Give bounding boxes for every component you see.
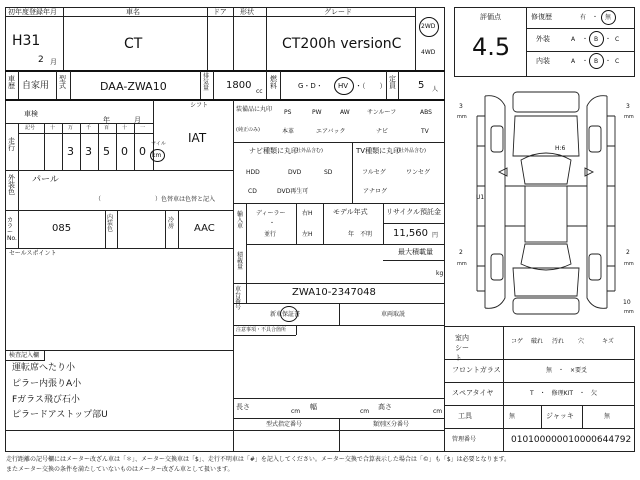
navi-hdd: HDD [246, 169, 260, 176]
diagram-label-bottom-right: 2 [626, 249, 630, 256]
mileage-col-100k: 十 [50, 125, 56, 131]
sheet-dirt: 汚れ [552, 338, 565, 345]
length-unit: cm [291, 408, 301, 415]
category-number-label: 類別区分番号 [373, 421, 410, 428]
jack-label: ジャッキ [546, 412, 574, 420]
import-left-hand: 左H [302, 231, 313, 238]
equipment-ps: PS [284, 109, 292, 116]
width-unit: cm [360, 408, 370, 415]
shape-label: 形状 [240, 8, 254, 16]
mileage-digit: 0 [121, 145, 128, 158]
spare-tire-value: T ・ 修理KIT ・ 欠 [530, 390, 598, 397]
height-label: 高さ [378, 403, 392, 411]
month-unit: 月 [50, 58, 57, 66]
interior-grade-c: C [615, 58, 620, 65]
ac-value: AAC [194, 223, 215, 234]
footnote-line1: 走行距離の記号欄にはメーター改ざん車は「＊」、メーター交換車は「$」、走行不明車は「#」を記入してください。メーター交換で合算表示した場合は「©」も「$」は必要となります。 [6, 456, 511, 463]
sales-point-label: セールスポイント [9, 250, 57, 257]
diagram-unit: mm [457, 114, 467, 120]
diagram-unit: mm [624, 309, 634, 315]
equipment-aw: AW [340, 109, 350, 116]
inspector-note: ピラー内張りA小 [12, 379, 82, 389]
equipment-leather: 本革 [282, 128, 295, 135]
inspector-note: Fガラス飛び石小 [12, 395, 80, 405]
capacity-label: 定員 [389, 75, 396, 90]
reg-year-value: H31 [12, 33, 41, 49]
equipment-airbag: エアバック [316, 128, 346, 135]
exterior-note: ）色替車は色替と記入 [155, 196, 216, 203]
mileage-unit-mile: マイル [151, 141, 166, 147]
equipment-abs: ABS [420, 109, 432, 116]
tools-label: 工具 [458, 412, 472, 420]
diagram-label-rear: 10 [623, 299, 631, 306]
manual: 車両取説 [381, 311, 406, 318]
repair-no: 無 [605, 14, 612, 21]
capacity-unit: 人 [432, 86, 439, 93]
equipment-navi: ナビ [376, 128, 389, 135]
interior-grade-b: B [594, 58, 599, 65]
load-label: 最大積載量 [398, 248, 433, 256]
car-name-value: CT [124, 36, 143, 52]
inspector-label: 検査記入欄 [9, 352, 40, 359]
mgmt-value: 010100000010000644792 [511, 435, 632, 445]
diagram-label-bottom-left: 2 [459, 249, 463, 256]
jack-value: 無 [604, 413, 611, 420]
reg-month-value: 2 [38, 55, 44, 65]
import-dot: ・ [269, 220, 276, 227]
model-year-label: モデル年式 [333, 208, 368, 216]
sheet-hole: 穴 [578, 338, 585, 345]
front-glass-label: フロントガラス [452, 366, 501, 374]
exterior-grade-c: C [615, 36, 620, 43]
equipment-sunroof: サンルーフ [367, 109, 397, 116]
mileage-col-symbol: 記号 [25, 125, 36, 131]
model-year-value: 年 不明 [348, 231, 373, 238]
grade-value: CT200h versionC [282, 36, 402, 52]
length-label: 長さ [236, 403, 250, 411]
car-name-label: 車名 [126, 8, 140, 16]
sheet-burn: コゲ [511, 338, 524, 345]
recycle-value: 11,560 [393, 228, 428, 239]
diagram-unit: mm [624, 114, 634, 120]
reg-year-label: 初年度登録年月 [8, 8, 57, 16]
navi-dvd: DVD [288, 169, 302, 176]
score-label: 評価点 [480, 13, 501, 21]
equipment-tv: TV [421, 128, 429, 135]
use-label: 車歴 [8, 75, 15, 90]
fuel-options: G・D・ [298, 82, 323, 90]
exterior-grade-b: B [594, 36, 599, 43]
equipment-pw: PW [312, 109, 322, 116]
fuel-selected: HV [338, 82, 349, 90]
mileage-unit-km: km [152, 152, 162, 159]
capacity-value: 5 [418, 80, 425, 91]
navi-cd: CD [248, 188, 257, 195]
tv-oneseg: ワンセグ [406, 169, 431, 176]
model-value: DAA-ZWA10 [100, 80, 167, 93]
interior-grade-a: A [571, 58, 576, 65]
mileage-col-1k: 千 [86, 125, 92, 131]
new-car-warranty: 新車保証書 [270, 311, 301, 318]
inspector-note: ピラードアストップ部U [12, 410, 108, 420]
mileage-digit: 0 [139, 145, 146, 158]
mileage-digit: 5 [103, 145, 110, 158]
interior-grade-label: 内装 [536, 57, 550, 65]
shift-label: シフト [190, 102, 209, 109]
load-unit: kg [436, 270, 444, 277]
import-label: 輸入車 [237, 211, 244, 230]
diagram-label-top-right: 3 [626, 103, 630, 110]
load-vertical-label: 積載量 [237, 252, 244, 271]
spare-tire-label: スペアタイヤ [452, 389, 494, 397]
import-dealer: ディーラー [256, 210, 286, 217]
navi-label: ナビ種類に丸印 [249, 147, 298, 155]
navi-dvd-play: DVD再生可 [277, 188, 309, 195]
fuel-label: 燃料 [270, 75, 277, 90]
mileage-digit: 3 [85, 145, 92, 158]
chassis-value: ZWA10-2347048 [292, 287, 376, 298]
navi-sd: SD [324, 169, 333, 176]
inspection-year: 年 [103, 116, 110, 124]
exterior-label: 外装色 [8, 174, 15, 196]
displacement-value: 1800 [226, 80, 252, 91]
tv-label: TV種類に丸印 [356, 147, 401, 155]
ac-label: 冷房 [168, 217, 175, 230]
drive-2wd: 2WD [421, 23, 436, 30]
equipment-sub-label: (純正のみ) [236, 127, 260, 133]
footnote-line2: またメーター交換の条件を満たしていないものはメーター改ざん車として扱います。 [6, 466, 234, 473]
height-unit: cm [433, 408, 443, 415]
repair-yes: 有 [580, 14, 587, 21]
sheet-tear: 破れ [531, 338, 544, 345]
interior-sheet-label: 室内シート [455, 334, 469, 362]
diagram-unit: mm [624, 261, 634, 267]
notice-label: 注意事項・不具合箇所 [236, 327, 287, 333]
recycle-unit: 円 [432, 232, 439, 239]
mileage-col-100: 百 [104, 125, 110, 131]
diagram-label-top-left: 3 [459, 103, 463, 110]
inspection-month: 月 [134, 116, 141, 124]
use-value: 自家用 [22, 81, 50, 91]
navi-sub: (社外品含む) [294, 148, 323, 154]
recycle-label: リサイクル預託金 [386, 208, 442, 216]
displacement-label: 排気量 [203, 73, 210, 92]
import-right-hand: 右H [302, 210, 313, 217]
exterior-grade-label: 外装 [536, 35, 550, 43]
grade-label: グレード [324, 8, 352, 16]
chassis-label: 車台番号 [235, 286, 242, 311]
damage-mark-u1: U1 [476, 194, 485, 201]
inspector-note: 運転席へたり小 [12, 363, 76, 373]
mgmt-label: 管理番号 [452, 436, 477, 443]
equipment-label: 装備品に丸印 [236, 106, 273, 113]
repair-label: 修復歴 [531, 13, 552, 21]
mileage-label: 走行 [8, 137, 15, 152]
car-outline-diagram [455, 86, 637, 318]
mileage-col-1: 一 [140, 125, 146, 131]
fuel-other: ・（ ） [355, 82, 387, 90]
tv-sub: (社外品含む) [397, 148, 426, 154]
tv-fullseg: フルセグ [362, 169, 386, 176]
diagram-unit: mm [457, 261, 467, 267]
width-label: 幅 [310, 403, 317, 411]
shift-value: IAT [188, 131, 207, 145]
door-label: ドア [213, 8, 227, 16]
tools-value: 無 [509, 413, 516, 420]
exterior-color-value: パール [32, 175, 59, 185]
interior-color-label: 内装色 [107, 214, 114, 233]
type-designation-label: 型式指定番号 [266, 421, 303, 428]
tv-analog: アナログ [363, 188, 388, 195]
color-code-value: 085 [52, 223, 72, 234]
color-code-label: カラーNo. [7, 217, 17, 242]
front-glass-value: 無 ・ ×要爻 [546, 367, 588, 374]
model-label: 型式 [59, 75, 66, 90]
import-parallel: 並行 [264, 231, 277, 238]
exterior-grade-a: A [571, 36, 576, 43]
cc-unit: cc [256, 88, 263, 95]
mileage-col-10k: 万 [68, 125, 74, 131]
drive-4wd: 4WD [421, 49, 436, 56]
damage-mark-h6: H:6 [555, 145, 566, 152]
exterior-note-open: （ [95, 196, 102, 203]
mileage-digit: 3 [67, 145, 74, 158]
sheet-scratch: キズ [602, 338, 614, 345]
inspection-label: 車検 [24, 110, 38, 118]
score-value: 4.5 [472, 33, 511, 61]
mileage-col-10: 十 [122, 125, 128, 131]
